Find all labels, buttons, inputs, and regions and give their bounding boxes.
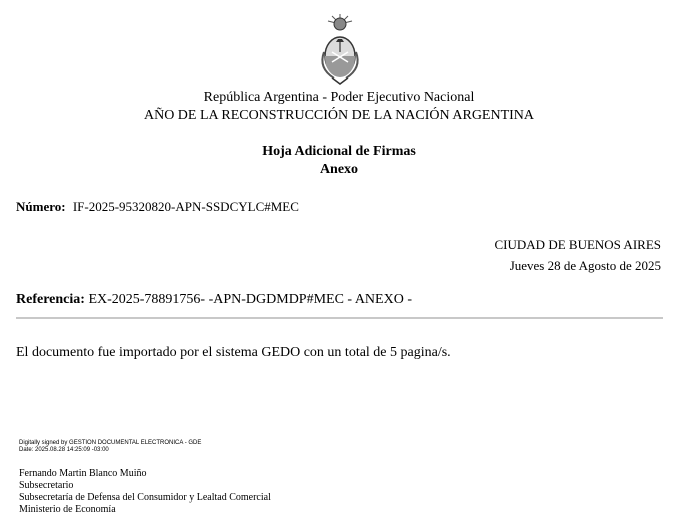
- signer-name: Fernando Martin Blanco Muiño: [19, 468, 147, 479]
- header-government: República Argentina - Poder Ejecutivo Nacional: [203, 90, 475, 105]
- signer-ministry: Ministerio de Economía: [19, 504, 116, 515]
- signer-block: [19, 468, 271, 516]
- numero-row: [16, 199, 299, 215]
- city: CIUDAD DE BUENOS AIRES: [494, 237, 661, 252]
- divider: [16, 317, 663, 319]
- signer-office: Subsecretaría de Defensa del Consumidor y Lealtad Comercial: [19, 492, 271, 503]
- doc-title: Hoja Adicional de Firmas: [262, 144, 416, 159]
- body-text: El documento fue importado por el sistema GEDO con un total de 5 pagina/s.: [16, 345, 451, 360]
- numero-label: Número:: [16, 199, 66, 214]
- date: Jueves 28 de Agosto de 2025: [509, 258, 661, 273]
- coat-of-arms-icon: [316, 12, 364, 88]
- header-year-motto: AÑO DE LA RECONSTRUCCIÓN DE LA NACIÓN ARGENTINA: [143, 108, 535, 123]
- numero-value: IF-2025-95320820-APN-SSDCYLC#MEC: [72, 199, 299, 214]
- referencia-row: [16, 292, 412, 308]
- digital-signature-line1: Digitally signed by GESTION DOCUMENTAL ELECTRONICA - GDE: [19, 440, 202, 446]
- digital-signature-date: Date: 2025.08.28 14:25:09 -03:00: [19, 447, 109, 453]
- referencia-label: Referencia:: [16, 292, 85, 307]
- referencia-value: EX-2025-78891756- -APN-DGDMDP#MEC - ANEXO -: [88, 292, 412, 307]
- doc-subtitle: Anexo: [319, 162, 359, 177]
- digital-signature: [19, 440, 201, 454]
- signer-role: Subsecretario: [19, 480, 74, 491]
